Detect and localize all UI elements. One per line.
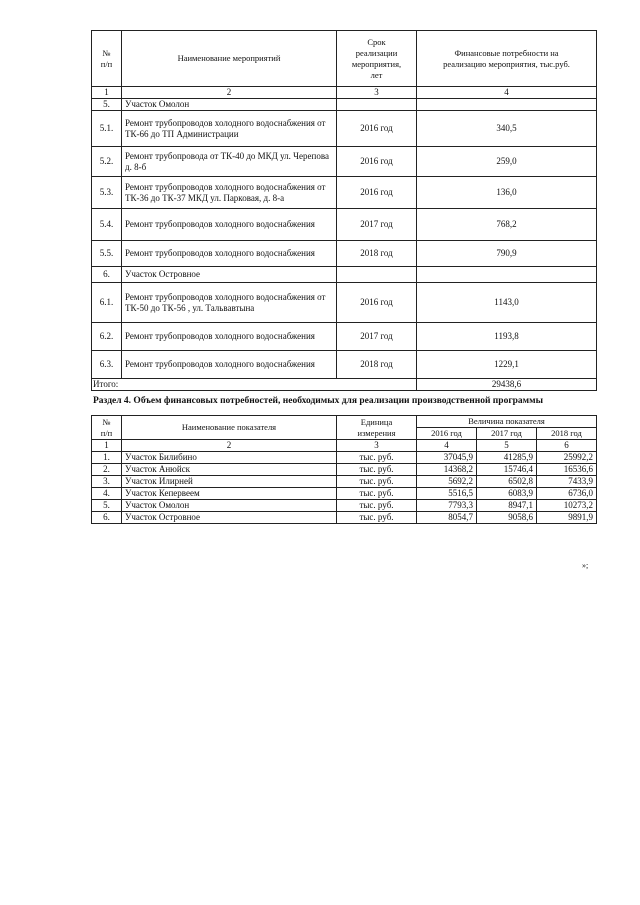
row-name: Участок Анюйск [122,464,337,476]
row-unit: тыс. руб. [337,452,417,464]
row-num: 6. [92,512,122,524]
row-value: 136,0 [417,177,597,209]
table-row [92,209,597,241]
row-unit: тыс. руб. [337,488,417,500]
row-num: 6.3. [92,351,122,379]
row-num: 6.2. [92,323,122,351]
colnum-4: 4 [417,87,597,99]
row-name: Участок Островное [122,267,337,283]
table-row [92,111,597,147]
row-value [417,267,597,283]
row-2017: 6083,9 [477,488,537,500]
row-num: 5.2. [92,147,122,177]
row-name: Ремонт трубопроводов холодного водоснабжения [122,209,337,241]
row-value: 1229,1 [417,351,597,379]
header-name: Наименование мероприятий [122,31,337,87]
colnum-1: 1 [92,87,122,99]
row-term [337,99,417,111]
row-value: 768,2 [417,209,597,241]
header-year-2018: 2018 год [537,428,597,440]
row-num: 6.1. [92,283,122,323]
table-row [92,476,597,488]
row-2017: 6502,8 [477,476,537,488]
section-row-ostrovnoe [92,267,597,283]
row-unit: тыс. руб. [337,476,417,488]
row-2017: 8947,1 [477,500,537,512]
row-name: Ремонт трубопроводов холодного водоснабжения от ТК-50 до ТК-56 , ул. Тальвавтына [122,283,337,323]
row-num: 5.1. [92,111,122,147]
colnum-3: 3 [337,87,417,99]
row-2017: 41285,9 [477,452,537,464]
row-name: Ремонт трубопроводов холодного водоснабжения от ТК-66 до ТП Администрации [122,111,337,147]
colnum-2: 2 [122,87,337,99]
row-name: Ремонт трубопроводов холодного водоснабжения [122,241,337,267]
total-value: 29438,6 [417,379,597,391]
section-row-omolon [92,99,597,111]
row-name: Участок Кепервеем [122,488,337,500]
row-term: 2016 год [337,283,417,323]
row-value: 1143,0 [417,283,597,323]
page-mark: »; [582,561,589,570]
table-row [92,147,597,177]
row-term: 2016 год [337,177,417,209]
row-value: 790,9 [417,241,597,267]
row-value: 259,0 [417,147,597,177]
row-num: 5.3. [92,177,122,209]
row-num: 3. [92,476,122,488]
row-value: 1193,8 [417,323,597,351]
row-name: Участок Илирней [122,476,337,488]
colnum-4: 4 [417,440,477,452]
header-value-group: Величина показателя [417,416,597,428]
row-unit: тыс. руб. [337,464,417,476]
row-name: Ремонт трубопроводов холодного водоснабжения от ТК-36 до ТК-37 МКД ул. Парковая, д. 8-а [122,177,337,209]
row-2018: 16536,6 [537,464,597,476]
header-num: № п/п [92,416,122,440]
row-num: 1. [92,452,122,464]
row-num: 6. [92,267,122,283]
activities-table [91,30,597,391]
table-row [92,452,597,464]
row-num: 4. [92,488,122,500]
row-2016: 14368,2 [417,464,477,476]
financial-needs-table [91,415,597,524]
table-row [92,351,597,379]
total-label: Итого: [92,379,417,391]
row-value: 340,5 [417,111,597,147]
row-num: 5.5. [92,241,122,267]
row-2018: 25992,2 [537,452,597,464]
row-term [337,267,417,283]
financial-colnum-row [92,440,597,452]
activities-header-row [92,31,597,87]
row-name: Ремонт трубопроводов холодного водоснабжения [122,323,337,351]
header-name: Наименование показателя [122,416,337,440]
header-year-2016: 2016 год [417,428,477,440]
header-unit: Единица измерения [337,416,417,440]
row-2017: 15746,4 [477,464,537,476]
row-2018: 9891,9 [537,512,597,524]
row-2017: 9058,6 [477,512,537,524]
table-row [92,283,597,323]
row-term: 2017 год [337,323,417,351]
row-name: Участок Омолон [122,99,337,111]
row-term: 2018 год [337,351,417,379]
section-4-title: Раздел 4. Объем финансовых потребностей, необходимых для реализации производственной программы [93,396,544,406]
row-2018: 7433,9 [537,476,597,488]
header-term: Срок реализации мероприятия, лет [337,31,417,87]
row-2018: 6736,0 [537,488,597,500]
colnum-2: 2 [122,440,337,452]
colnum-6: 6 [537,440,597,452]
row-num: 5. [92,500,122,512]
colnum-1: 1 [92,440,122,452]
row-2018: 10273,2 [537,500,597,512]
row-2016: 37045,9 [417,452,477,464]
row-name: Участок Островное [122,512,337,524]
header-num: № п/п [92,31,122,87]
row-2016: 7793,3 [417,500,477,512]
row-value [417,99,597,111]
table-row [92,488,597,500]
row-num: 2. [92,464,122,476]
row-unit: тыс. руб. [337,512,417,524]
row-name: Ремонт трубопровода от ТК-40 до МКД ул. Черепова д. 8-б [122,147,337,177]
table-row [92,500,597,512]
financial-header-row [92,416,597,428]
header-year-2017: 2017 год [477,428,537,440]
row-name: Участок Омолон [122,500,337,512]
header-finance: Финансовые потребности на реализацию мероприятия, тыс.руб. [417,31,597,87]
table-row [92,512,597,524]
row-2016: 8054,7 [417,512,477,524]
table-row [92,177,597,209]
row-num: 5. [92,99,122,111]
row-name: Участок Билибино [122,452,337,464]
row-term: 2016 год [337,111,417,147]
row-num: 5.4. [92,209,122,241]
row-term: 2016 год [337,147,417,177]
row-name: Ремонт трубопроводов холодного водоснабжения [122,351,337,379]
row-2016: 5516,5 [417,488,477,500]
row-term: 2018 год [337,241,417,267]
table-row [92,323,597,351]
row-unit: тыс. руб. [337,500,417,512]
total-row [92,379,597,391]
row-2016: 5692,2 [417,476,477,488]
row-term: 2017 год [337,209,417,241]
colnum-5: 5 [477,440,537,452]
table-row [92,464,597,476]
table-row [92,241,597,267]
colnum-3: 3 [337,440,417,452]
activities-colnum-row [92,87,597,99]
